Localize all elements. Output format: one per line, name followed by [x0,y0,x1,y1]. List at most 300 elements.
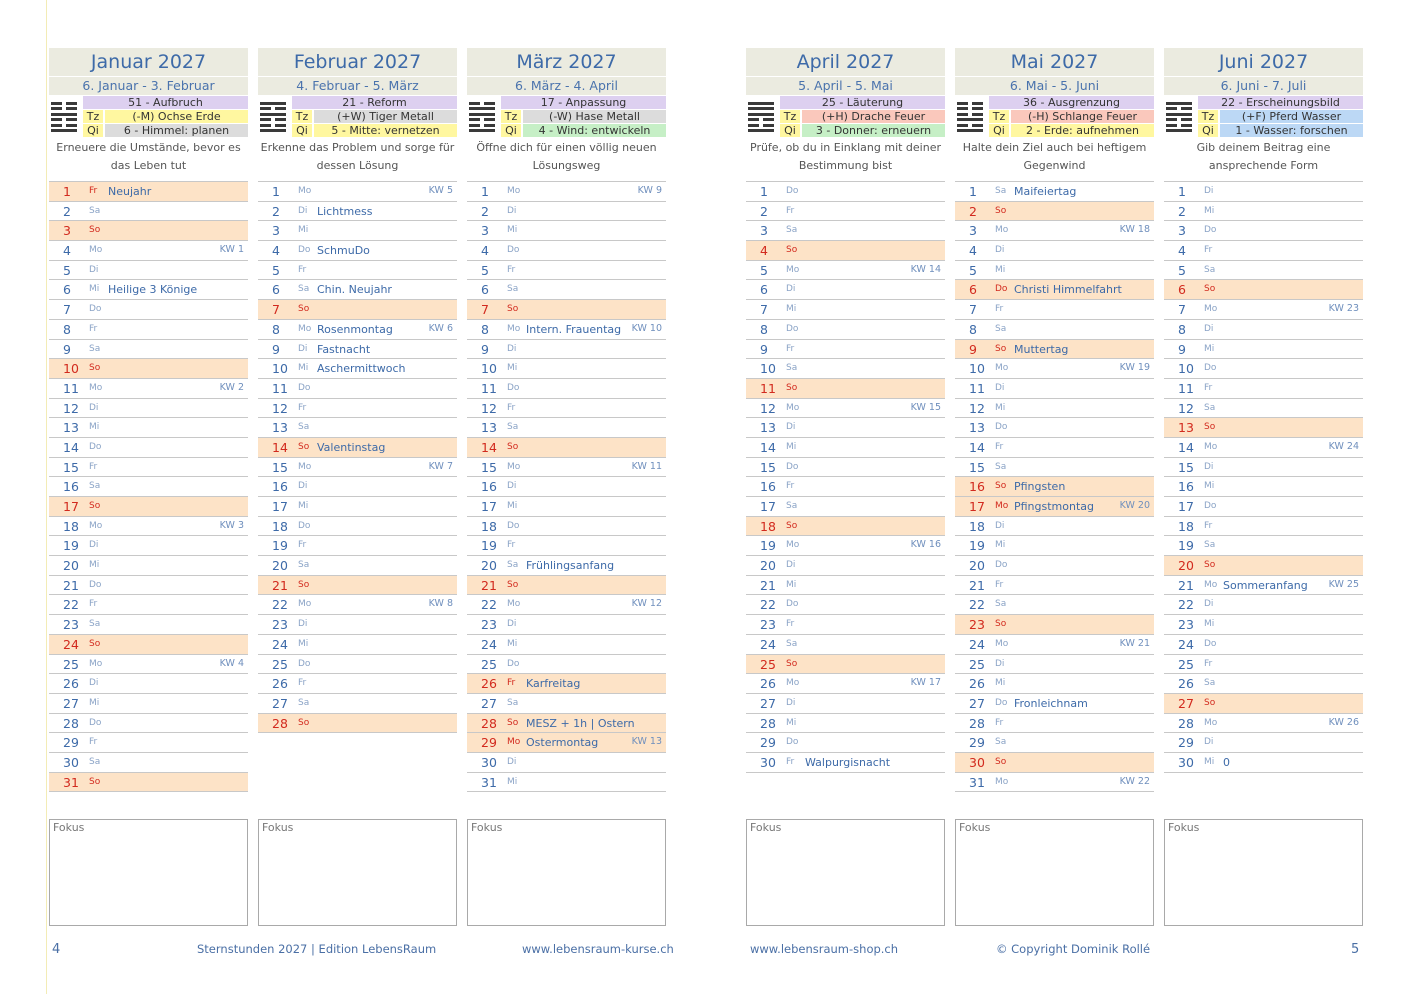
day-row[interactable] [746,497,945,517]
tz-row [83,110,248,123]
day-row[interactable] [1164,438,1363,458]
day-row[interactable] [49,320,248,340]
day-row[interactable] [1164,320,1363,340]
day-row[interactable] [49,556,248,576]
day-row[interactable] [746,615,945,635]
day-row[interactable] [258,595,457,615]
hexagram-line-solid [51,113,77,116]
day-row[interactable] [49,635,248,655]
day-row[interactable] [1164,753,1363,773]
day-row[interactable] [258,182,457,202]
weekday-label: So [995,205,1007,216]
day-number: 24 [481,636,497,652]
day-row[interactable] [955,497,1154,517]
day-row[interactable] [955,438,1154,458]
day-row[interactable] [746,261,945,281]
day-row[interactable] [746,221,945,241]
day-row[interactable] [955,733,1154,753]
day-row[interactable] [746,753,945,773]
weekday-label: Mi [786,304,797,315]
hexagram-line-broken [260,107,286,110]
weekday-label: So [786,245,798,256]
weekday-label: Mi [995,264,1006,275]
day-row[interactable] [467,261,666,281]
day-row[interactable] [49,241,248,261]
day-row[interactable] [49,300,248,320]
day-row[interactable] [258,202,457,222]
day-row[interactable] [467,399,666,419]
day-number: 26 [760,676,776,692]
day-row[interactable] [955,477,1154,497]
day-list [258,181,457,733]
day-row[interactable] [258,517,457,537]
hexagram-line-broken [1166,124,1192,127]
day-row[interactable] [1164,615,1363,635]
month-date-range: 6. Juni - 7. Juli [1164,77,1363,95]
weekday-label: Sa [298,422,310,433]
weekday-label: Mi [1204,481,1215,492]
day-row[interactable] [467,753,666,773]
day-row[interactable] [746,202,945,222]
day-row[interactable] [955,241,1154,261]
weekday-label: Mo [298,186,312,196]
day-row[interactable] [49,280,248,300]
day-row[interactable] [1164,261,1363,281]
focus-box[interactable] [955,819,1154,926]
day-row[interactable] [258,497,457,517]
day-row[interactable] [258,399,457,419]
day-row[interactable] [258,241,457,261]
day-row[interactable] [746,399,945,419]
day-row[interactable] [49,261,248,281]
day-row[interactable] [258,300,457,320]
day-row[interactable] [49,576,248,596]
day-row[interactable] [467,576,666,596]
weekday-label: Mi [89,697,100,708]
day-number: 26 [63,676,79,692]
day-number: 17 [272,499,288,514]
day-row[interactable] [49,733,248,753]
day-row[interactable] [955,300,1154,320]
day-number: 15 [481,459,497,475]
weekday-label: Sa [89,619,101,630]
focus-box[interactable] [258,819,457,926]
day-row[interactable] [1164,517,1363,537]
day-row[interactable] [955,379,1154,399]
day-row[interactable] [467,517,666,537]
day-number: 14 [272,439,288,455]
hexagram-line-solid [1166,129,1192,132]
weekday-label: Do [786,461,799,472]
day-row[interactable] [49,753,248,773]
day-row[interactable] [258,320,457,340]
day-row[interactable] [49,595,248,615]
day-row[interactable] [955,359,1154,379]
day-row[interactable] [1164,576,1363,596]
day-row[interactable] [1164,300,1363,320]
day-row[interactable] [1164,497,1363,517]
day-number: 11 [481,380,497,396]
day-row[interactable] [467,733,666,753]
day-row[interactable] [1164,359,1363,379]
day-row[interactable] [49,517,248,537]
month-column [1164,48,1363,773]
day-row[interactable] [955,595,1154,615]
day-row[interactable] [746,477,945,497]
day-row[interactable] [467,202,666,222]
day-row[interactable] [746,733,945,753]
day-row[interactable] [955,418,1154,438]
day-row[interactable] [1164,595,1363,615]
focus-box[interactable] [49,819,248,926]
day-number: 10 [481,361,497,377]
day-row[interactable] [467,655,666,675]
day-number: 15 [272,459,288,475]
day-row[interactable] [258,694,457,714]
day-row[interactable] [1164,536,1363,556]
day-row[interactable] [258,714,457,734]
weekday-label: Fr [786,756,795,767]
qi-row [501,124,666,137]
day-row[interactable] [746,674,945,694]
holiday-label: Valentinstag [317,440,386,454]
day-row[interactable] [49,379,248,399]
day-row[interactable] [1164,458,1363,478]
weekday-label: Do [995,697,1008,708]
weekday-label: Mo [995,501,1009,511]
day-row[interactable] [258,655,457,675]
holiday-label: Lichtmess [317,204,373,218]
weekday-label: Di [89,264,99,275]
day-row[interactable] [746,241,945,261]
weekday-label: Mi [298,225,309,236]
day-row[interactable] [467,595,666,615]
day-row[interactable] [49,674,248,694]
day-row[interactable] [49,536,248,556]
weekday-label: Sa [89,205,101,216]
day-row[interactable] [955,773,1154,793]
day-row[interactable] [746,379,945,399]
weekday-label: Do [298,658,311,669]
weekday-label: Do [89,304,102,315]
hexagram-icon [469,102,495,135]
day-row[interactable] [258,674,457,694]
day-row[interactable] [258,477,457,497]
focus-label: Fokus [471,821,503,834]
day-row[interactable] [1164,241,1363,261]
weekday-label: Sa [786,638,798,649]
day-row[interactable] [467,694,666,714]
day-number: 17 [969,499,985,514]
day-row[interactable] [467,458,666,478]
day-row[interactable] [746,517,945,537]
day-row[interactable] [258,261,457,281]
day-row[interactable] [258,556,457,576]
day-row[interactable] [258,280,457,300]
day-row[interactable] [746,340,945,360]
day-row[interactable] [467,418,666,438]
day-row[interactable] [955,576,1154,596]
day-row[interactable] [258,536,457,556]
day-number: 30 [1178,754,1194,770]
day-row[interactable] [49,477,248,497]
day-row[interactable] [1164,221,1363,241]
weekday-label: Fr [89,599,98,610]
day-row[interactable] [1164,655,1363,675]
day-number: 23 [969,617,985,633]
day-number: 7 [969,302,977,318]
day-row[interactable] [1164,399,1363,419]
weekday-label: Do [298,382,311,393]
day-row[interactable] [1164,340,1363,360]
day-row[interactable] [49,497,248,517]
day-row[interactable] [49,773,248,793]
day-row[interactable] [955,517,1154,537]
day-number: 19 [272,538,288,554]
day-row[interactable] [955,674,1154,694]
footer-url-left[interactable]: www.lebensraum-kurse.ch [522,942,674,956]
weekday-label: Fr [298,264,307,275]
day-row[interactable] [258,418,457,438]
day-row[interactable] [746,536,945,556]
weekday-label: Di [995,520,1005,531]
day-number: 1 [481,184,489,199]
day-row[interactable] [955,615,1154,635]
day-row[interactable] [1164,182,1363,202]
month-date-range: 6. Mai - 5. Juni [955,77,1154,95]
weekday-label: Do [507,382,520,393]
day-row[interactable] [467,615,666,635]
day-row[interactable] [955,753,1154,773]
weekday-label: So [507,304,519,315]
hexagram-line-solid [469,129,495,132]
day-row[interactable] [467,497,666,517]
month-column [746,48,945,773]
day-number: 4 [969,243,977,259]
day-row[interactable] [467,438,666,458]
day-row[interactable] [49,221,248,241]
day-row[interactable] [746,359,945,379]
day-row[interactable] [258,458,457,478]
day-number: 7 [1178,302,1186,318]
holiday-label: Aschermittwoch [317,362,406,376]
weekday-label: Fr [89,186,98,196]
day-row[interactable] [1164,280,1363,300]
day-number: 18 [1178,518,1194,534]
weekday-label: Do [995,284,1008,295]
day-row[interactable] [746,280,945,300]
day-row[interactable] [955,261,1154,281]
day-row[interactable] [746,595,945,615]
day-number: 6 [272,282,280,298]
hexagram-line-solid [260,102,286,105]
day-row[interactable] [49,714,248,734]
day-number: 27 [272,695,288,711]
day-row[interactable] [955,655,1154,675]
weekday-label: Mi [786,717,797,728]
day-row[interactable] [258,221,457,241]
footer-url-right[interactable]: www.lebensraum-shop.ch [750,942,899,956]
day-row[interactable] [1164,202,1363,222]
day-number: 2 [760,203,768,219]
day-number: 16 [63,479,79,495]
day-row[interactable] [467,221,666,241]
day-row[interactable] [1164,477,1363,497]
day-row[interactable] [467,714,666,734]
month-title: Januar 2027 [49,48,248,76]
day-number: 3 [481,223,489,239]
day-row[interactable] [467,359,666,379]
day-row[interactable] [1164,714,1363,734]
hexagram-line-solid [260,113,286,116]
weekday-label: Mi [507,363,518,374]
week-number: KW 9 [637,185,662,196]
day-row[interactable] [258,438,457,458]
day-row[interactable] [49,694,248,714]
weekday-label: Do [298,520,311,531]
day-row[interactable] [955,280,1154,300]
tz-value: (+W) Tiger Metall [314,110,457,123]
day-row[interactable] [258,379,457,399]
day-number: 27 [63,695,79,711]
day-row[interactable] [258,359,457,379]
day-row[interactable] [49,615,248,635]
day-row[interactable] [49,418,248,438]
hexagram-line-broken [1166,107,1192,110]
day-row[interactable] [49,359,248,379]
day-row[interactable] [467,477,666,497]
holiday-label: Intern. Frauentag [526,322,622,336]
day-row[interactable] [1164,379,1363,399]
day-row[interactable] [746,320,945,340]
day-list [49,181,248,792]
day-row[interactable] [467,300,666,320]
weekday-label: So [1204,560,1216,571]
day-row[interactable] [1164,733,1363,753]
day-row[interactable] [746,635,945,655]
weekday-label: So [995,343,1007,354]
month-column [49,48,248,792]
hexagram-icon [957,102,983,135]
day-row[interactable] [955,694,1154,714]
day-row[interactable] [467,280,666,300]
weekday-label: Do [89,717,102,728]
day-row[interactable] [1164,674,1363,694]
focus-box[interactable] [746,819,945,926]
day-row[interactable] [746,418,945,438]
day-row[interactable] [467,182,666,202]
day-row[interactable] [49,340,248,360]
weekday-label: Do [1204,638,1217,649]
day-row[interactable] [467,556,666,576]
day-row[interactable] [49,182,248,202]
day-row[interactable] [467,379,666,399]
holiday-label: SchmuDo [317,244,370,258]
day-row[interactable] [746,694,945,714]
weekday-label: Fr [1204,658,1213,669]
hexagram-name: 17 - Anpassung [501,96,666,109]
hexagram-line-solid [748,107,774,110]
focus-box[interactable] [1164,819,1363,926]
day-row[interactable] [258,615,457,635]
day-row[interactable] [258,635,457,655]
hexagram-block [1164,96,1363,138]
day-row[interactable] [746,438,945,458]
day-row[interactable] [746,182,945,202]
day-row[interactable] [258,576,457,596]
day-row[interactable] [258,340,457,360]
day-row[interactable] [746,714,945,734]
day-row[interactable] [955,202,1154,222]
day-row[interactable] [955,399,1154,419]
day-row[interactable] [955,221,1154,241]
day-number: 12 [63,400,79,416]
day-row[interactable] [955,182,1154,202]
day-row[interactable] [49,655,248,675]
day-row[interactable] [467,320,666,340]
day-row[interactable] [49,438,248,458]
day-row[interactable] [955,536,1154,556]
weekday-label: Mo [1204,441,1218,452]
footer-copyright: © Copyright Dominik Rollé [996,942,1151,956]
day-row[interactable] [746,458,945,478]
day-row[interactable] [955,458,1154,478]
weekday-label: Sa [89,756,101,767]
day-number: 22 [760,597,776,613]
day-row[interactable] [746,576,945,596]
day-row[interactable] [467,674,666,694]
day-row[interactable] [467,773,666,793]
weekday-label: Fr [786,343,795,354]
day-row[interactable] [49,399,248,419]
day-row[interactable] [746,556,945,576]
day-row[interactable] [467,536,666,556]
day-row[interactable] [467,635,666,655]
focus-box[interactable] [467,819,666,926]
weekday-label: Mi [1204,756,1215,767]
day-number: 19 [63,538,79,554]
day-number: 25 [481,656,497,672]
week-number: KW 6 [428,322,453,334]
day-row[interactable] [1164,418,1363,438]
day-row[interactable] [467,241,666,261]
qi-tag: Qi [292,124,312,137]
hexagram-name: 25 - Läuterung [780,96,945,109]
qi-row [292,124,457,137]
weekday-label: So [89,225,101,236]
day-row[interactable] [1164,694,1363,714]
day-row[interactable] [1164,635,1363,655]
day-row[interactable] [955,340,1154,360]
holiday-label: Sommeranfang [1223,578,1308,592]
day-row[interactable] [955,635,1154,655]
day-number: 2 [272,203,280,219]
day-row[interactable] [955,714,1154,734]
day-row[interactable] [49,202,248,222]
day-row[interactable] [955,556,1154,576]
weekday-label: Fr [298,540,307,551]
day-number: 3 [760,223,768,239]
day-row[interactable] [746,300,945,320]
day-row[interactable] [1164,556,1363,576]
day-row[interactable] [467,340,666,360]
day-row[interactable] [955,320,1154,340]
week-number: KW 14 [910,263,941,275]
day-row[interactable] [49,458,248,478]
weekday-label: So [89,363,101,374]
day-number: 14 [481,439,497,455]
day-row[interactable] [746,655,945,675]
